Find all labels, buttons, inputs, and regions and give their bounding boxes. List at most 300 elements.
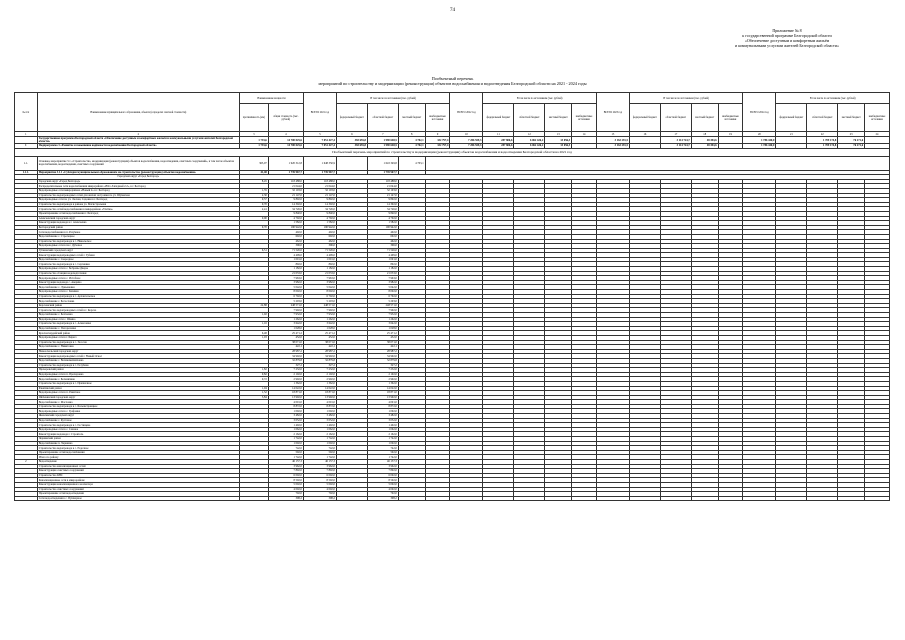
- appendix-line: Приложение № 8: [772, 28, 802, 33]
- cell: 1 492,0: [367, 423, 398, 428]
- cell: 38 071,0: [268, 340, 303, 345]
- cell: 692,0: [268, 234, 303, 239]
- cell: 1 092,0: [367, 409, 398, 414]
- cell: 1 742,0: [303, 455, 336, 460]
- cell: 462,0: [367, 239, 398, 244]
- cell: 34 992,0: [268, 354, 303, 359]
- cell: 9 892,0: [303, 198, 336, 203]
- cell: 22,88: [239, 303, 268, 308]
- header-source: внебюджетные источники: [865, 104, 890, 132]
- column-number: 11: [483, 132, 514, 137]
- cell: 14 022,0: [268, 386, 303, 391]
- cell: 0,70: [239, 202, 268, 207]
- column-number: 13: [545, 132, 572, 137]
- cell: 1 028,0: [268, 326, 303, 331]
- cell: 4 702,1: [398, 137, 425, 144]
- row-name: Водоснабжение с. Никитовка: [37, 345, 239, 350]
- cell: 3 642,0: [268, 322, 303, 327]
- table-header: [15, 93, 890, 137]
- cell: 5 203,0: [303, 299, 336, 304]
- header-name: Наименование муниципального образования, объекта (в пределах сметной стоимости): [37, 93, 239, 132]
- cell: 13 992,0: [367, 395, 398, 400]
- row-name: Государственная программа Белгородской области «Обеспечение доступным и комфортным жильём и коммунальными услугами жителей Белгородской области»: [37, 137, 239, 144]
- cell: 18 871,0: [268, 391, 303, 396]
- header-source: областной бюджет: [514, 104, 545, 132]
- cell: 14 302,0: [367, 202, 398, 207]
- table-row: [15, 496, 890, 501]
- row-name: Шебекинский городской округ: [37, 395, 239, 400]
- cell: 742,0: [303, 446, 336, 451]
- appendix-header: [687, 28, 887, 48]
- cell: 1 362,0: [303, 381, 336, 386]
- cell: 1 362,0: [268, 381, 303, 386]
- cell: 3 982,0: [303, 280, 336, 285]
- cell: 76 271,6: [838, 137, 865, 144]
- cell: 6 002,0: [268, 473, 303, 478]
- row-name: Строительство водопровода в с. Сергиевка: [37, 262, 239, 267]
- cell: 1 262,0: [303, 317, 336, 322]
- cell: 2: [15, 460, 38, 465]
- column-number: 19: [718, 132, 743, 137]
- cell: 1 362,0: [367, 381, 398, 386]
- cell: 2 102,0: [303, 372, 336, 377]
- cell: 7 232,0: [367, 368, 398, 373]
- header-year4-total: ВСЕГО 2024 год: [743, 93, 776, 132]
- cell: 1 990 648,5: [367, 144, 398, 149]
- cell: 742,0: [268, 446, 303, 451]
- cell: 1 062,0: [367, 427, 398, 432]
- cell: 3 114 724,7: [660, 137, 691, 144]
- cell: 48 494,6: [691, 144, 718, 149]
- cell: 5 002,0: [367, 482, 398, 487]
- program-row: [15, 137, 890, 144]
- cell: 0,72: [239, 377, 268, 382]
- cell: 3 982,0: [367, 280, 398, 285]
- cell: 5 042,0: [367, 285, 398, 290]
- appendix-line: к государственной программе Белгородской области: [742, 33, 832, 38]
- cell: [865, 496, 890, 501]
- header-source: местный бюджет: [398, 104, 425, 132]
- cell: 3 114 724,7: [660, 144, 691, 149]
- cell: 592,0: [367, 450, 398, 455]
- cell: 21 147,0: [367, 193, 398, 198]
- cell: 1 582,0: [268, 221, 303, 226]
- cell: 7 206 559,3: [450, 137, 483, 144]
- row-name: Строительство водопровода в районе ул. Магистральная: [37, 202, 239, 207]
- row-name: Водопроводные сети в пос. Дубовое: [37, 244, 239, 249]
- cell: 1,52: [239, 391, 268, 396]
- cell: 4 002,0: [367, 487, 398, 492]
- row-num: 1.1.: [15, 156, 38, 170]
- cell: 398,2: [367, 496, 398, 501]
- cell: 21 044,0: [367, 184, 398, 189]
- cell: 1 091,0: [268, 257, 303, 262]
- column-number: 23: [838, 132, 865, 137]
- row-name: Реконструкция канализационного коллектора: [37, 482, 239, 487]
- cell: [336, 156, 367, 170]
- column-number: 8: [398, 132, 425, 137]
- cell: 396,0: [303, 244, 336, 249]
- cell: 892,0: [303, 262, 336, 267]
- cell: 1 492,0: [303, 423, 336, 428]
- cell: [660, 496, 691, 501]
- cell: 1 002,0: [303, 441, 336, 446]
- cell: 287 806,6: [483, 137, 514, 144]
- cell: 3 642,0: [303, 322, 336, 327]
- cell: 6 062 426,2: [514, 137, 545, 144]
- header-source: областной бюджет: [807, 104, 838, 132]
- cell: 1 002,0: [268, 441, 303, 446]
- cell: [514, 496, 545, 501]
- row-cost: 1 739 967,7: [268, 170, 303, 175]
- row-name: Яковлевский городской округ: [37, 414, 239, 419]
- cell: 1,82: [239, 368, 268, 373]
- cell: 1 742,0: [367, 455, 398, 460]
- cell: 21 147,0: [303, 193, 336, 198]
- cell: 492,0: [303, 230, 336, 235]
- cell: 7 051 427,4: [303, 144, 336, 149]
- cell: 4 499,0: [303, 253, 336, 258]
- row-name: Подпрограмма 3 «Развитие и повышение надёжности водоснабжения Белгородской области»: [37, 144, 239, 149]
- cell: 1 092,0: [268, 409, 303, 414]
- cell: 1 990 648,5: [367, 137, 398, 144]
- cell: 4 792,0: [268, 216, 303, 221]
- title-line: мероприятий по строительству и модернизации (реконструкции) объектов водоснабжения и водоотведения Белгородской области на 2021 - 2024 годы: [318, 81, 587, 86]
- cell: 21 033,0: [268, 271, 303, 276]
- row-name: Водопроводные сети в п. Прохоровка: [37, 372, 239, 377]
- cell: [483, 496, 514, 501]
- cell: [425, 496, 450, 501]
- header-source: внебюджетные источники: [425, 104, 450, 132]
- cell: 190 942,0: [268, 225, 303, 230]
- cell: 383 655,8: [336, 137, 367, 144]
- cell: 9,70: [239, 225, 268, 230]
- row-num: [15, 137, 38, 144]
- cell: 1 262,0: [367, 317, 398, 322]
- row-cost: 14 700 025,6: [268, 137, 303, 144]
- row-length: 365,07: [239, 156, 268, 170]
- cell: [691, 496, 718, 501]
- cell: 2 992,0: [367, 377, 398, 382]
- row-name: Водопроводные сети с. Шеино: [37, 317, 239, 322]
- row-name: Распределительные сети водоснабжения микрорайона «Юго-Западный 2.2», в г. Белгород: [37, 184, 239, 189]
- row-name: Строительство водопровода в с. Архангельское: [37, 294, 239, 299]
- header-year1-group: В том числе по источникам (тыс. рублей): [336, 93, 449, 104]
- cell: 46 157,3: [268, 460, 303, 465]
- cell: 7 802,0: [303, 469, 336, 474]
- table-container: [14, 92, 890, 638]
- row-name: Городской округ «Город Белгород»: [37, 179, 239, 184]
- row-name: Водоснабжение с. Масловка: [37, 400, 239, 405]
- cell: 6,48: [239, 331, 268, 336]
- row-name: Сети водоснабжения в п. Разумное: [37, 230, 239, 235]
- row-name: Красногвардейский район: [37, 331, 239, 336]
- header-year2-total: ВСЕГО 2022 год: [450, 93, 483, 132]
- cell: 1 062,0: [303, 427, 336, 432]
- cell: 25 471,2: [367, 331, 398, 336]
- cell: 2 162,0: [268, 432, 303, 437]
- row-name: Строительство канализационных сетей: [37, 464, 239, 469]
- column-number: 18: [691, 132, 718, 137]
- column-number: 10: [450, 132, 483, 137]
- row-name: Итого по району: [37, 455, 239, 460]
- cell: [838, 496, 865, 501]
- cell: 4 702,1: [398, 144, 425, 149]
- cell: [807, 496, 838, 501]
- row-name: Сети водоотведения в с. Пушкарное: [37, 496, 239, 501]
- cell: 6 002,0: [367, 473, 398, 478]
- row-name: Строительство водопроводных сетей для жилой застройки по ул. Шумилова: [37, 193, 239, 198]
- cell: 13 056,3: [545, 137, 572, 144]
- cell: 1 182,0: [303, 267, 336, 272]
- row-name: Алексеевский городской округ: [37, 216, 239, 221]
- cell: 3 482,0: [303, 414, 336, 419]
- cell: 13 992,0: [268, 395, 303, 400]
- row-name: Водопроводные сети в г. Бирюч: [37, 335, 239, 340]
- header-source: федеральный бюджет: [336, 104, 367, 132]
- cell: [743, 496, 776, 501]
- column-number: 1: [15, 132, 38, 137]
- cell: [718, 137, 743, 144]
- column-number: 9: [425, 132, 450, 137]
- cell: 398,2: [268, 496, 303, 501]
- cell: 4 001,0: [268, 400, 303, 405]
- cell: 452,0: [303, 335, 336, 340]
- cell: 3 052,0: [268, 418, 303, 423]
- cell: 1 786 440,0: [743, 137, 776, 144]
- cell: 28 987,2: [303, 349, 336, 354]
- cell: 3 642,0: [367, 322, 398, 327]
- cell: 0,90: [239, 216, 268, 221]
- cell: 8 002,0: [268, 290, 303, 295]
- column-number: 15: [596, 132, 629, 137]
- cell: [776, 137, 807, 144]
- header-source: областной бюджет: [660, 104, 691, 132]
- column-number: 7: [367, 132, 398, 137]
- row-name: Водопроводные сети в с. Истобное: [37, 276, 239, 281]
- cell: 702,0: [303, 492, 336, 497]
- cell: 492,0: [268, 230, 303, 235]
- cell: [629, 137, 660, 144]
- row-name: Строительство водопровода в с. Призначное: [37, 381, 239, 386]
- group-title: Городской округ «Город Белгород»: [37, 175, 239, 180]
- cell: 1 786 440,0: [743, 144, 776, 149]
- cell: [336, 496, 367, 501]
- cell: 5 002,0: [303, 482, 336, 487]
- row-name: Строительство водопровода в с. Гостищево: [37, 423, 239, 428]
- row-name: Водопроводные сети в с. Бобровы Дворы: [37, 267, 239, 272]
- row-name: Проектирование сетей водоснабжения г. Белгород: [37, 211, 239, 216]
- cell: 7 206 559,3: [450, 144, 483, 149]
- cell: 8 872,0: [268, 404, 303, 409]
- cell: 46 157,3: [367, 460, 398, 465]
- row-name: Водопроводные сети в с. Казинка: [37, 290, 239, 295]
- row-cost: 14 700 025,6: [268, 144, 303, 149]
- cell: 1,03: [239, 335, 268, 340]
- row-name: Водопроводные сети микрорайона «Новый 2» в г. Белгород: [37, 188, 239, 193]
- cell: 1 262,0: [268, 317, 303, 322]
- header-cost: общая стоимость (тыс. рублей): [268, 104, 303, 132]
- cell: 1 028,0: [303, 326, 336, 331]
- cell: 1 182,0: [268, 267, 303, 272]
- cell: 3 962,0: [268, 464, 303, 469]
- cell: 1,02: [239, 313, 268, 318]
- section-title: Пообъектный перечень мероприятий по строительству и модернизации (реконструкции) объектов водоснабжения и водоотведения Белгородской области на 2021 год: [15, 148, 890, 156]
- cell: 6 002,0: [303, 473, 336, 478]
- cell: 2,30: [239, 193, 268, 198]
- column-number: 24: [865, 132, 890, 137]
- row-name: Реконструкция водопроводных сетей г. Губкин: [37, 253, 239, 258]
- cell: 327,2: [367, 363, 398, 368]
- cell: 1 092,0: [303, 409, 336, 414]
- cell: [572, 137, 597, 144]
- cell: 21 044,0: [303, 184, 336, 189]
- cell: 2 162,0: [303, 432, 336, 437]
- cell: 32 103,0: [303, 188, 336, 193]
- cell: 452,0: [367, 335, 398, 340]
- row-name: Строительство водопровода в с. Засосна: [37, 340, 239, 345]
- column-number: 4: [268, 132, 303, 137]
- cell: 1 742,0: [268, 455, 303, 460]
- row-name: Канализационные сети в микрорайоне: [37, 478, 239, 483]
- column-number: 21: [776, 132, 807, 137]
- cell: 32 103,0: [268, 188, 303, 193]
- header-source: федеральный бюджет: [629, 104, 660, 132]
- appendix-line: «Обеспечение доступным и комфортным жильём: [744, 38, 830, 43]
- cell: 1 582,0: [303, 221, 336, 226]
- column-number: 3: [239, 132, 268, 137]
- cell: 7 992,0: [268, 308, 303, 313]
- row-name: Водоснабжение с. Богословка: [37, 299, 239, 304]
- cell: 287 806,6: [483, 144, 514, 149]
- row-name: Реконструкция водовода г. Строитель: [37, 432, 239, 437]
- header-source: областной бюджет: [367, 104, 398, 132]
- cell: 2 162,0: [367, 432, 398, 437]
- cell: 2 102,0: [268, 372, 303, 377]
- cell: 3 052,0: [303, 418, 336, 423]
- cell: 34 992,0: [367, 354, 398, 359]
- cell: 248 571,0: [303, 303, 336, 308]
- cell: 32 103,0: [367, 188, 398, 193]
- row-name: Строительство водопровода в с. Большетроицкое: [37, 404, 239, 409]
- cell: 3 163 291,5: [596, 144, 629, 149]
- row-name: Строительство сетей водоснабжения в микрорайоне «Улитка»: [37, 207, 239, 212]
- cell: 6 792,0: [268, 294, 303, 299]
- cell: 1 028,0: [367, 326, 398, 331]
- cell: 34 726,0: [303, 207, 336, 212]
- cell: 1 643 349,8: [367, 156, 398, 170]
- cell: 1 182,0: [367, 267, 398, 272]
- cell: 7 963,0: [303, 276, 336, 281]
- cell: 14 022,0: [303, 386, 336, 391]
- cell: 25 471,2: [303, 331, 336, 336]
- header-year2-group: В том числе по источникам (тыс. рублей): [483, 93, 596, 104]
- cell: [629, 496, 660, 501]
- cell: 25 471,2: [268, 331, 303, 336]
- row-name: Реконструкция водовода с. Аверино: [37, 280, 239, 285]
- row-name: Реконструкция водопроводных сетей г. Новый Оскол: [37, 354, 239, 359]
- row-cost: 1 920 312,8: [268, 156, 303, 170]
- column-number: 12: [514, 132, 545, 137]
- row-name: Новооскольский городской округ: [37, 349, 239, 354]
- cell: 4 792,0: [367, 216, 398, 221]
- cell: 4 499,0: [367, 253, 398, 258]
- row-name: Строительство станции водоподготовки: [37, 271, 239, 276]
- cell: 4 703,1: [398, 156, 425, 170]
- cell: 332 797,4: [425, 144, 450, 149]
- header-year3-group: В том числе по источникам (тыс. рублей): [629, 93, 742, 104]
- cell: 4 001,0: [367, 400, 398, 405]
- cell: 8 502,0: [268, 478, 303, 483]
- cell: 7 963,0: [367, 276, 398, 281]
- cell: 3 163 291,5: [596, 137, 629, 144]
- cell: 1 062,0: [268, 427, 303, 432]
- cell: 7 932,0: [303, 313, 336, 318]
- cell: 692,0: [367, 234, 398, 239]
- cell: 18 871,0: [367, 391, 398, 396]
- section-title-row: [15, 148, 890, 156]
- cell: 492,0: [367, 230, 398, 235]
- row-name: Реконструкция очистных сооружений: [37, 469, 239, 474]
- cell: 3 482,0: [268, 414, 303, 419]
- cell: 14 302,0: [268, 202, 303, 207]
- cell: 32 879,8: [303, 358, 336, 363]
- cell: 452,0: [268, 335, 303, 340]
- cell: 32 879,8: [367, 358, 398, 363]
- cell: 4 001,0: [303, 400, 336, 405]
- cell: [398, 496, 425, 501]
- row-name: Водоснабжение с. Скородное: [37, 257, 239, 262]
- cell: 71 526,0: [367, 248, 398, 253]
- row-name: Мероприятие 3.1.1 «Субсидии муниципальным образованиям на строительство (реконструкцию) объектов водоснабжения»: [37, 170, 239, 175]
- cell: 422,1: [268, 345, 303, 350]
- cell: 7 992,0: [303, 308, 336, 313]
- cell: 7 232,0: [303, 368, 336, 373]
- document-title: [0, 76, 905, 86]
- cell: 702,0: [367, 492, 398, 497]
- cell: 28 987,2: [268, 349, 303, 354]
- cell: 21 147,0: [268, 193, 303, 198]
- cell: 7 051 427,4: [303, 137, 336, 144]
- cell: 327,2: [303, 363, 336, 368]
- cell: 14 022,0: [367, 386, 398, 391]
- cell: 9 892,0: [367, 198, 398, 203]
- cell: 34 726,0: [268, 207, 303, 212]
- cell: 1 091,0: [367, 257, 398, 262]
- row-name: Проектирование сетей водоснабжения: [37, 450, 239, 455]
- cell: 892,0: [367, 262, 398, 267]
- row-name: Строительство водопровода в с. Алексеевка: [37, 322, 239, 327]
- row-name: Реконструкция водовода в г. Алексеевка: [37, 221, 239, 226]
- cell: 76 271,6: [838, 144, 865, 149]
- row-name: Ракитянский район: [37, 386, 239, 391]
- header-num: № п/п: [15, 93, 38, 132]
- page-number: 74: [450, 8, 455, 13]
- cell: 4 499,0: [268, 253, 303, 258]
- cell: 3 962,0: [303, 464, 336, 469]
- cell: 18 871,0: [303, 391, 336, 396]
- cell: 1,04: [239, 386, 268, 391]
- cell: [545, 496, 572, 501]
- row-name: Строительство водопроводных сетей в г. Короча: [37, 308, 239, 313]
- cell: 4 002,0: [303, 487, 336, 492]
- cell: 190 942,0: [367, 225, 398, 230]
- appendix-line: и коммунальными услугами жителей Белгородской области»: [735, 43, 839, 48]
- cell: 6,51: [239, 248, 268, 253]
- cell: 7 992,0: [367, 308, 398, 313]
- cell: 1,16: [239, 322, 268, 327]
- row-length: 1 735,6: [239, 137, 268, 144]
